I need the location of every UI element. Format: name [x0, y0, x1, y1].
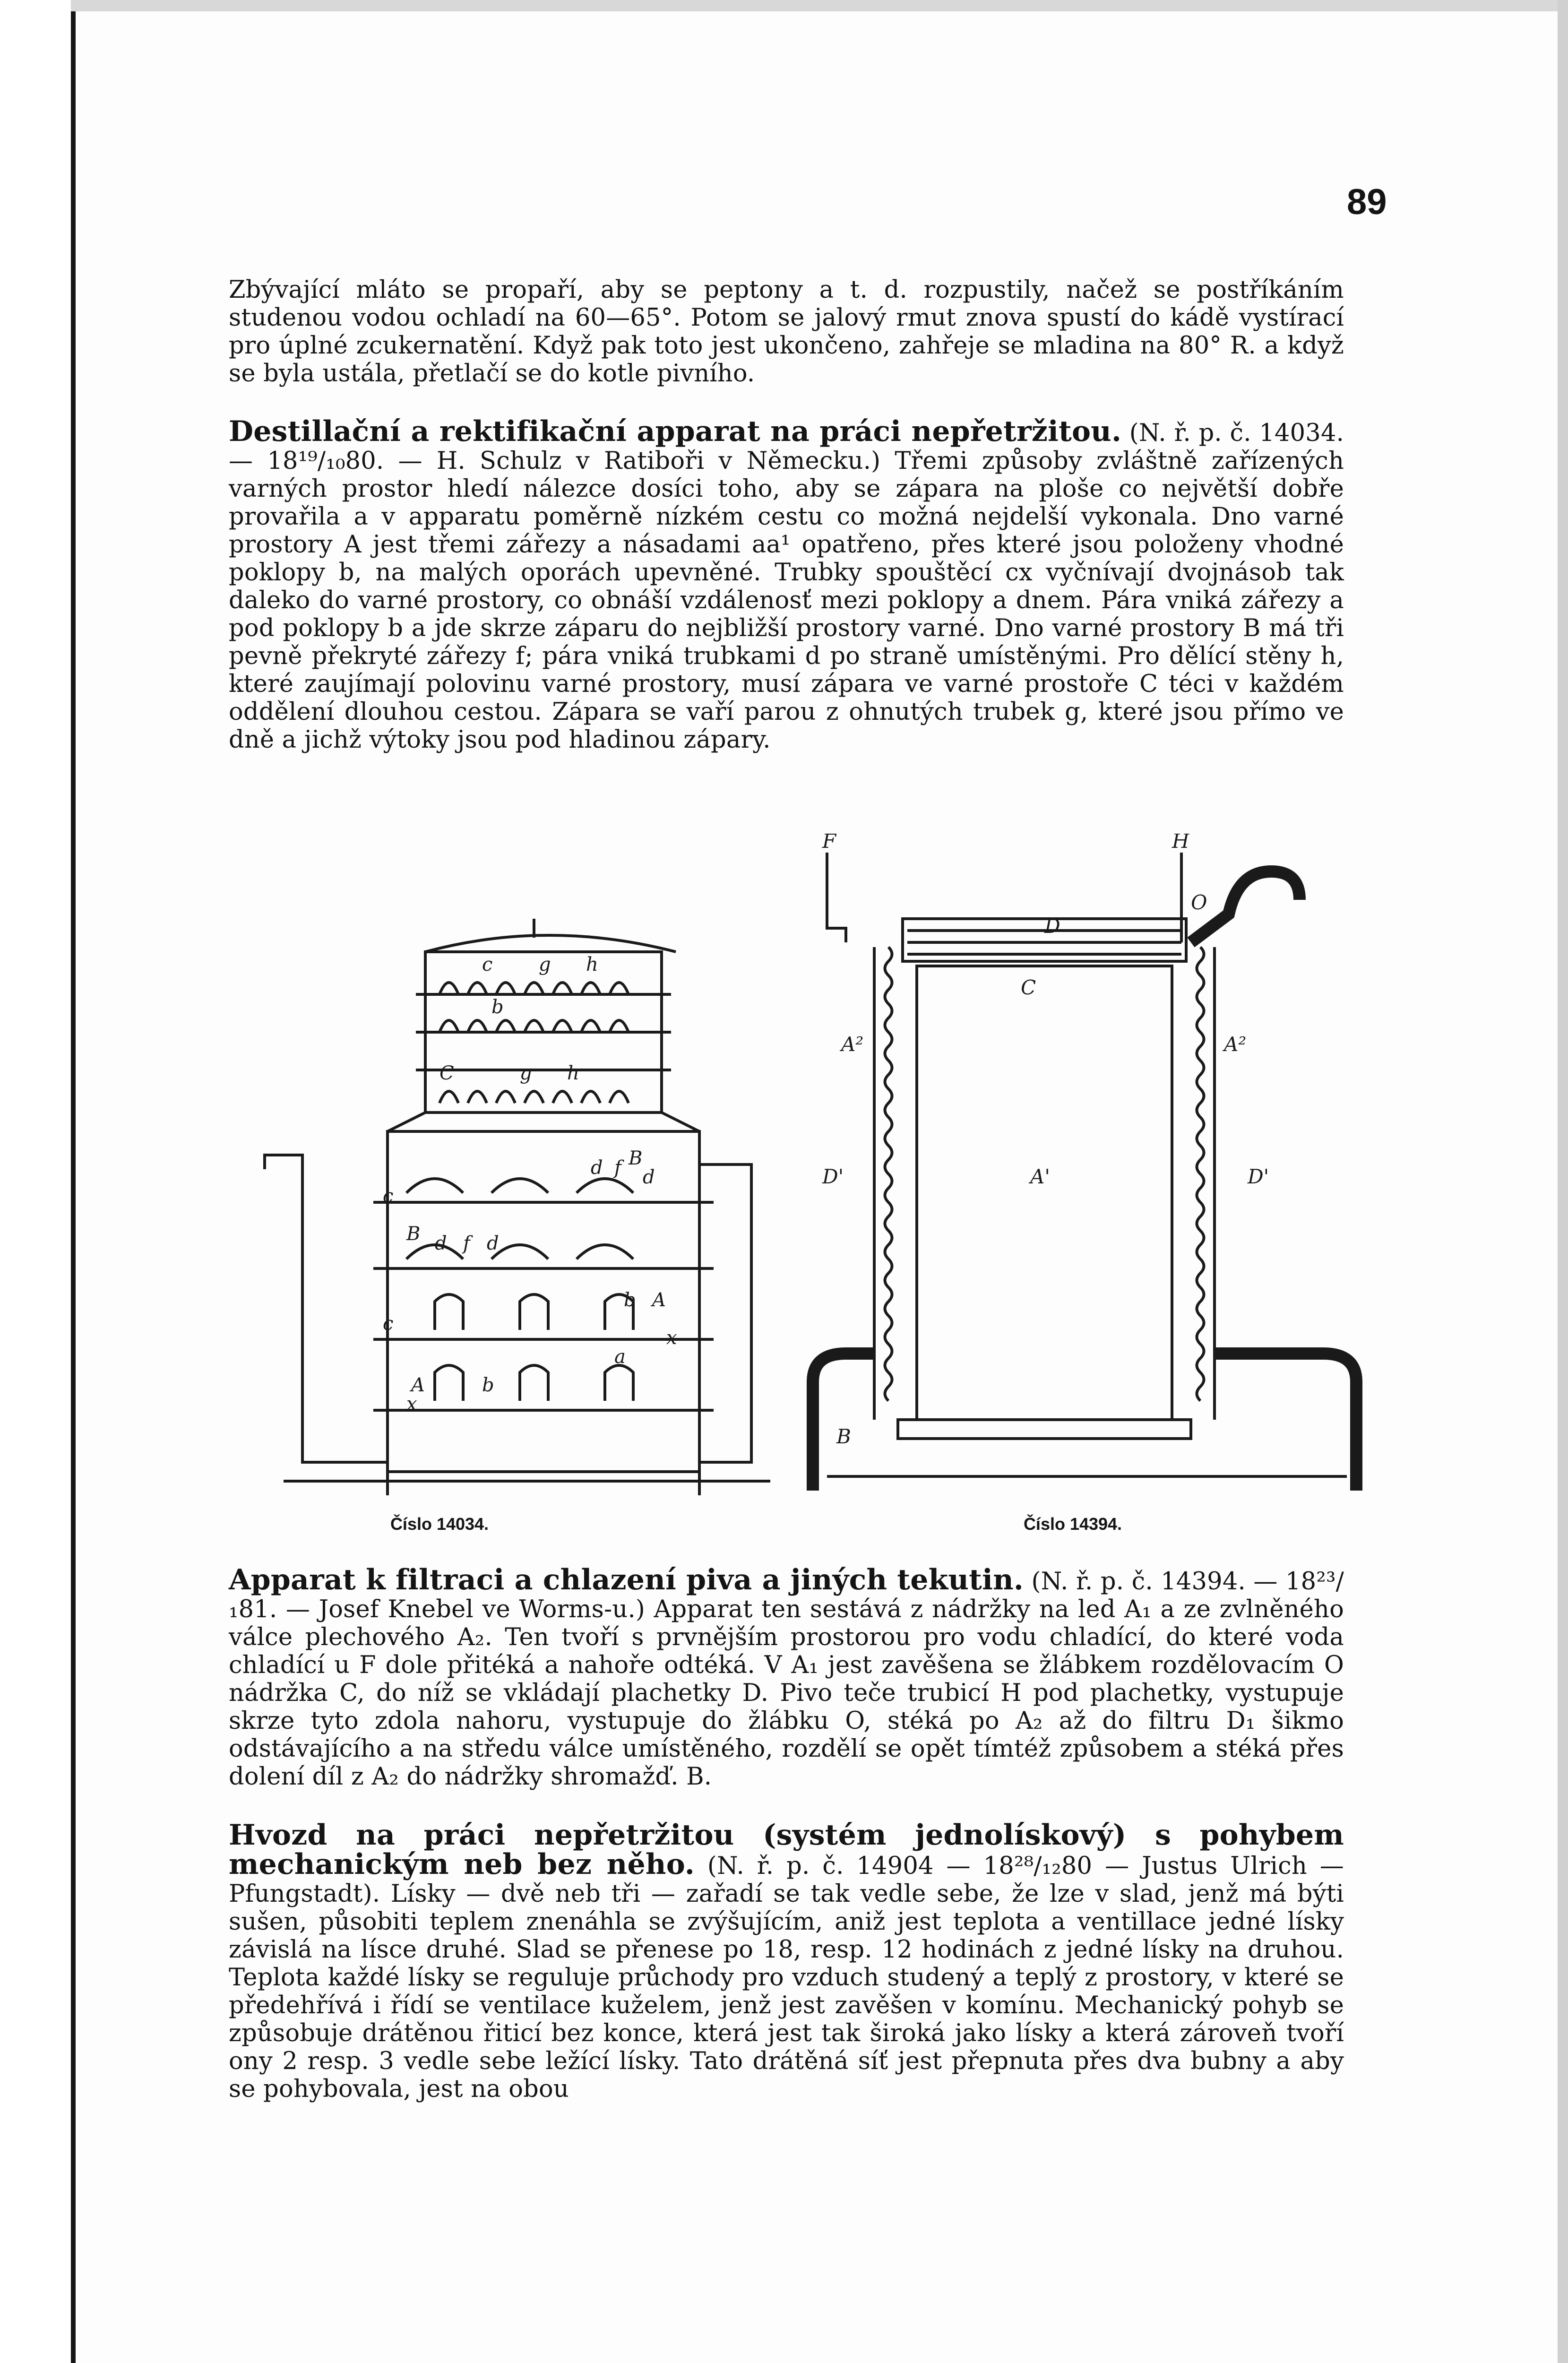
caption-figure-14394: Číslo 14394. [1023, 1514, 1122, 1534]
section-kiln-body: (N. ř. p. č. 14904 — 18²⁸/₁₂80 — Justus Ulrich — Pfungstadt). Lísky — dvě neb tři — zařadí se tak vedle sebe, že lze v slad, jenž má býti sušen, působiti teplem znenáhla se zvýšujícím, aniž jest teplota a ventillace jedné lísky závislá na lísce druhé. Slad se přenese po 18, resp. 12 hodinách z jedné lísky na druhou. Teplota každé lísky se reguluje průchody pro vzduch studený a teplý z prostory, v které se předehřívá i řídí se ventilace kuželem, jenž jest zavěšen v komínu. Mechanický pohyb se způsobuje drátěnou řiticí bez konce, která jest tak široká jako lísky a která zároveň tvoří ony 2 resp. 3 vedle sebe ležící lísky. Tato drátěná síť jest přepnuta přes dva bubny a aby se pohybovala, jest na obou [229, 1852, 1344, 2103]
section-kiln [229, 1821, 1344, 2103]
label-c-left: c [383, 1185, 394, 1207]
label-b-bottom: b [482, 1374, 494, 1396]
label-b-lower: b [624, 1289, 636, 1311]
label-C-right: C [1021, 976, 1036, 999]
label-A2-left: A² [841, 1033, 864, 1056]
label-B-left: B [406, 1223, 421, 1245]
label-d-right: d [643, 1166, 655, 1188]
label-d-upper: d [591, 1157, 603, 1179]
label-A-lower: A [411, 1374, 425, 1396]
label-C: C [439, 1062, 454, 1084]
label-h: h [567, 1062, 579, 1084]
label-a: a [614, 1346, 626, 1368]
label-g-top: g [539, 954, 551, 975]
label-c-lower: c [383, 1313, 394, 1335]
label-A1: A' [1030, 1165, 1050, 1188]
label-d-mid2: d [487, 1233, 499, 1254]
scan-right-edge [1558, 0, 1568, 2363]
book-page [76, 11, 1558, 2363]
paragraph-intro-text: Zbývající mláto se propaří, aby se peptony a t. d. rozpustily, načež se postříkáním studenou vodou ochladí na 60—65°. Potom se jalový rmut znova spustí do kádě vystírací pro úplné zcukernatění. Když pak toto jest ukončeno, zahřeje se mladina na 80° R. a když se byla ustála, přetlačí se do kotle pivního. [229, 276, 1344, 388]
label-A2-right: A² [1224, 1033, 1247, 1056]
label-g: g [520, 1062, 532, 1084]
label-B-upper: B [629, 1147, 643, 1169]
label-D1-right: D' [1248, 1165, 1269, 1188]
label-f-upper: f [614, 1157, 621, 1179]
scan-left-margin [0, 0, 76, 2363]
label-b-upper: b [491, 996, 504, 1018]
label-A-upper: A [652, 1289, 666, 1311]
label-x-right: x [666, 1327, 677, 1349]
label-c-top: c [482, 954, 493, 975]
label-h-top: h [586, 954, 598, 975]
label-B-right: B [836, 1425, 851, 1448]
page-number: 89 [1347, 182, 1387, 222]
label-O: O [1191, 891, 1207, 914]
label-F: F [822, 834, 836, 853]
label-d-mid: d [435, 1233, 447, 1254]
figure-distillation-apparatus [227, 890, 794, 1505]
section-filter [229, 1563, 1344, 1791]
section-filter-body: (N. ř. p. č. 14394. — 18²³/₁81. — Josef Knebel ve Worms-u.) Apparat ten sestává z nádržky na led A₁ a ze zvlněného válce plechového A₂. Ten tvoří s prvnějším prostorou pro vodu chladící, do které voda chladící u F dole přitéká a nahoře odtéká. V A₁ jest zavěšena se žlábkem rozdělovacím O nádržka C, do níž se vkládají plachetky D. Pivo teče trubicí H pod plachetky, vystupuje skrze tyto zdola nahoru, vystupuje do žlábku O, stéká po A₂ až do filtru D₁ šikmo odstávajícího a na středu válce umístěného, rozdělí se opět tímtéž způsobem a stéká přes dolení díl z A₂ do nádržky shromažď. B. [229, 1568, 1344, 1791]
section-distillation-body: (N. ř. p. č. 14034. — 18¹⁹/₁₀80. — H. Schulz v Ratiboři v Německu.) Třemi způsoby zvláštně zařízených varných prostor hledí nálezce dosíci toho, aby se zápara na ploše co největší dobře provařila a v apparatu poměrně nízkém cestu co možná nejdelší vykonala. Dno varné prostory A jest třemi zářezy a násadami aa¹ opatřeno, přes které jsou položeny vhodné poklopy b, na malých oporách upevněné. Trubky spouštěcí cx vyčnívají dvojnásob tak daleko do varné prostory, co obnáší vzdálenosť mezi poklopy a dnem. Pára vniká zářezy a pod poklopy b a jde skrze záparu do nejbližší prostory varné. Dno varné prostory B má tři pevně překryté zářezy f; pára vniká trubkami d po straně umístěnými. Pro dělící stěny h, které zaujímají polovinu varné prostory, musí zápara ve varné prostoře C téci v každém oddělení dlouhou cestou. Zápara se vaří parou z ohnutých trubek g, které jsou přímo ve dně a jichž výtoky jsou pod hladinou zápary. [229, 419, 1344, 754]
section-filter-heading: Apparat k filtraci a chlazení piva a jiných tekutin. [229, 1563, 1024, 1596]
section-kiln-heading: Hvozd na práci nepřetržitou (systém jednolískový) s pohybem mechanickým neb bez něho. [229, 1819, 1344, 1881]
caption-figure-14034: Číslo 14034. [390, 1514, 489, 1534]
label-f-mid: f [463, 1233, 470, 1254]
scan-top-edge [71, 0, 1568, 11]
label-D1-left: D' [822, 1165, 844, 1188]
section-distillation [229, 415, 1344, 754]
paragraph-intro [229, 276, 1344, 388]
label-D: D [1044, 914, 1060, 938]
label-H: H [1172, 834, 1189, 853]
section-distillation-heading: Destillační a rektifikační apparat na práci nepřetržitou. [229, 415, 1122, 448]
label-x-left: x [406, 1393, 417, 1415]
figure-filter-cooler [775, 834, 1389, 1495]
